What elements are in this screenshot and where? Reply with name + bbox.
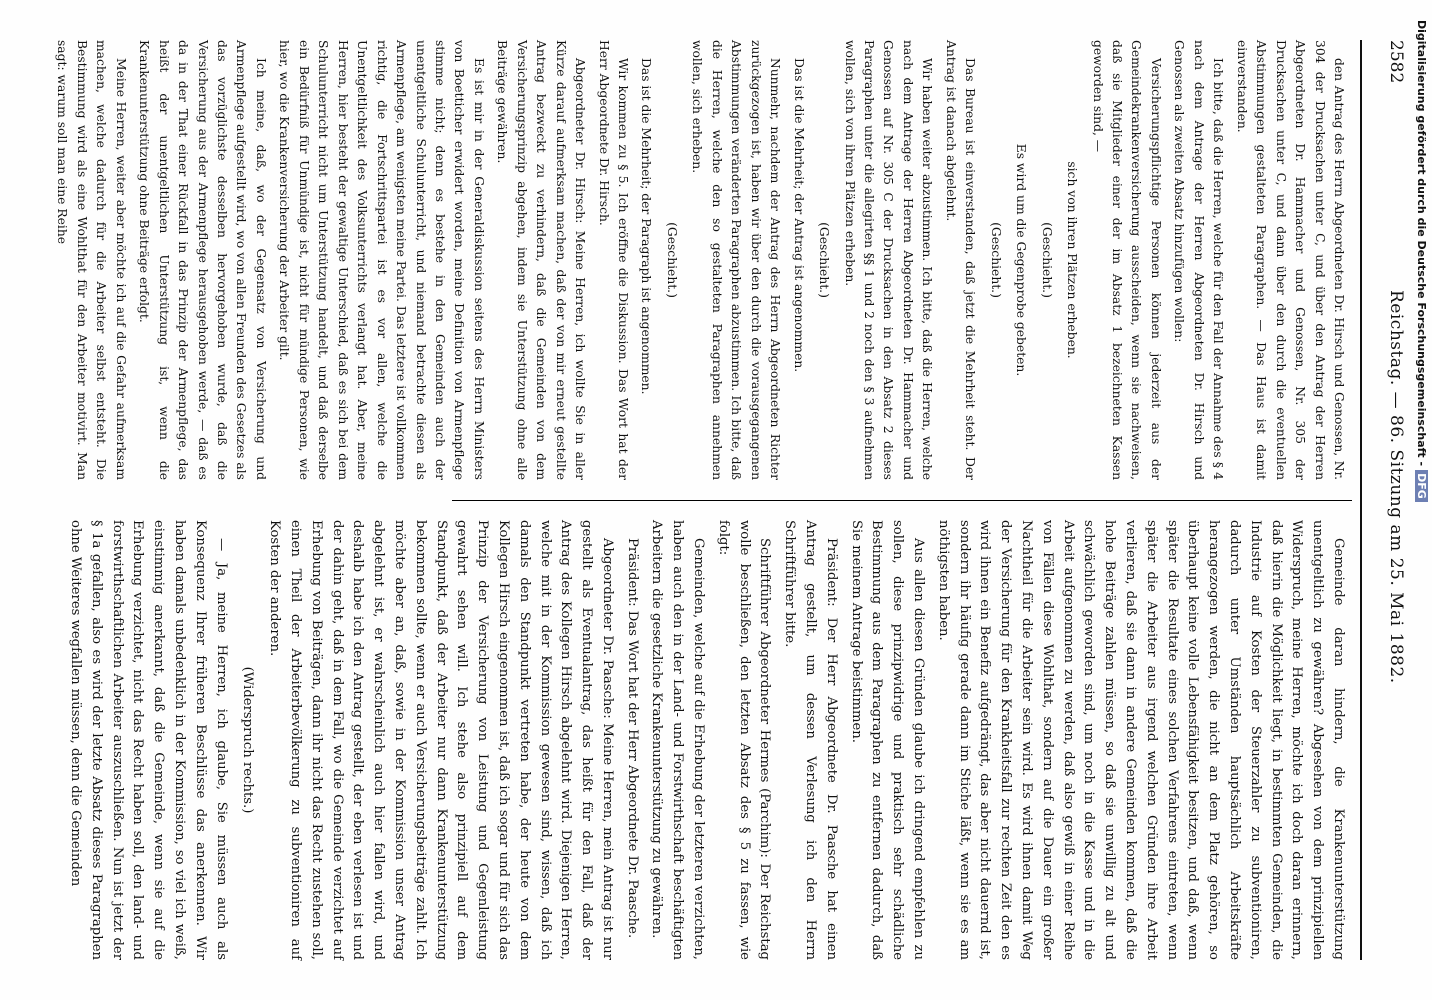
paragraph: Aus allen diesen Gründen glaube ich dringend empfehlen zu sollen, diese prinzipwidrige und praktisch sehr schädliche Bestimmung aus dem Paragraphen zu entfernen dadurch, daß Sie meinem Antrage beistimmen. xyxy=(848,520,927,960)
paragraph: Ich bitte, daß die Herren, welche für den Fall der Annahme des § 4 nach dem Antrage der Herren Abgeordneten Dr. Hirsch und Genossen als zweiten Absatz hinzufügen wollen: xyxy=(1172,40,1226,480)
paragraph: (Geschieht.) xyxy=(988,222,1003,298)
text-column-right xyxy=(60,520,1348,960)
paragraph: sich von ihren Plätzen erheben. xyxy=(1065,161,1080,359)
paragraph: Abgeordneter Dr. Paasche: Meine Herren, mein Antrag ist nur gestellt als Eventualantrag, das heißt für den Fall, daß der Antrag des Kollegen Hirsch abgelehnt wird. Diejenigen Herren, welche mit in der Kommission gewesen sind, wissen, daß ich damals den Standpunkt vertreten habe, der heute von dem Kollegen Hirsch eingenommen ist, daß ich sogar und für sich das Prinzip der Versicherung von Leistung und Gegenleistung gewahrt sehen will. Ich stehe also prinzipiell auf dem Standpunkt, daß der Arbeiter nur dann Krankenunterstützung bekommen sollte, wenn er auch Versicherungsbeiträge zahlt. Ich möchte aber an, daß, sowie in der Kommission unser Antrag abgelehnt ist, er wahrscheinlich auch hier fallen wird, und deshalb habe ich den Antrag gestellt, der eben verlesen ist und der dahin geht, daß in dem Fall, wo die Gemeinde verzichtet auf Erhebung von Beiträgen, dann ihr nicht das Recht zustehen soll, einen Theil der Arbeiterbevölkerung zu subventioniren auf Kosten der anderen. xyxy=(267,520,615,960)
paragraph: — Ja, meine Herren, ich glaube, Sie müssen auch als Konsequenz Ihrer früheren Beschlüsse das anerkennen. Wir haben damals unbedenklich in der Kommission, so viel ich weiß, einstimmig anerkannt, daß die Gemeinde, wenn sie auf die Erhebung verzichtet, nicht das Recht haben soll, den land- und forstwirthschaftlichen Arbeiter auszuschließen. Nun ist jetzt der § 1a gefallen, also es wird der letzte Absatz dieses Paragraphen ohne Weiteres wegfallen müssen, denn die Gemeinden xyxy=(67,520,229,960)
paragraph: Wir haben weiter abzustimmen. Ich bitte, daß die Herren, welche nach dem Antrage der Herren Abgeordneten Dr. Hammacher und Genossen auf Nr. 305 C der Drucksachen in den Absatz 2 dieses Paragraphen unter die allegirten §§ 1 und 2 noch den § 3 aufnehmen wollen, sich von ihren Plätzen erheben. xyxy=(842,40,935,480)
dfg-logo: DFG xyxy=(1415,470,1428,502)
page-number: 2582 xyxy=(1386,40,1406,84)
paragraph: Präsident: Das Wort hat der Herr Abgeordnete Dr. Paasche. xyxy=(624,538,640,939)
paragraph: Meine Herren, weiter aber möchte ich auf die Gefahr aufmerksam machen, welche dadurch für die Arbeiter selbst entsteht. Die Bestimmung wird als eine Wohlthat für den Arbeiter motivirt. Man sagt: warum soll man eine Reihe xyxy=(55,40,128,480)
paragraph: Wir kommen zu § 5. Ich eröffne die Diskussion. Das Wort hat der Herr Abgeordnete Dr. Hirsch. xyxy=(596,40,631,480)
paragraph: (Widerspruch rechts.) xyxy=(240,666,256,814)
paragraph: Versicherungspflichtige Personen können jederzeit aus der Gemeindekrankenversicherung ausscheiden, wenn sie nachweisen, daß sie Mitglieder einer der im Absatz 1 bezeichneten Kassen geworden sind, — xyxy=(1090,40,1163,480)
paragraph: Abgeordneter Dr. Hirsch: Meine Herren, ich wollte Sie in aller Kürze darauf aufmerksam machen, daß der von mir erneut gestellte Antrag bezweckt zu verhindern, daß die Gemeinden von dem Versicherungsprinzip abgehen, indem sie Unterstützung ohne alle Beiträge gewähren. xyxy=(495,40,588,480)
paragraph: (Geschieht.) xyxy=(664,222,679,298)
header-rule xyxy=(1360,40,1362,960)
paragraph: Schriftführer Abgeordneter Hermes (Parchim): Der Reichstag wolle beschließen, den letzten Absatz des § 5 zu fassen, wie folgt: xyxy=(715,520,773,960)
dfg-sidebar xyxy=(1406,20,1428,980)
text-column-left xyxy=(48,40,1348,480)
paragraph: Das ist die Mehrheit; der Paragraph ist angenommen. xyxy=(639,58,654,395)
paragraph: den Antrag des Herrn Abgeordneten Dr. Hirsch und Genossen, Nr. 304 der Drucksachen unter C, und über den Antrag der Herren Abgeordneten Dr. Hammacher und Genossen, Nr. 305 der Drucksachen unter C, und dann über den durch die eventuellen Abstimmungen gestalteten Paragraphen. — Das Haus ist damit einverstanden. xyxy=(1234,40,1346,480)
sidebar-credit-text: Digitalisierung gefördert durch die Deutsche Forschungsgemeinschaft - xyxy=(1415,20,1428,467)
session-title: Reichstag. — 86. Sitzung am 25. Mai 1882. xyxy=(1386,290,1406,684)
column-divider xyxy=(452,500,1352,501)
paragraph: Gemeinde daran hindern, die Krankenunterstützung unentgeltlich zu gewähren? Abgesehen von dem prinzipiellen Widerspruch, meine Herren, möchte ich doch daran erinnern, daß hierin die Möglichkeit liegt, in bestimmten Gemeinden, die Industrie auf Kosten der Steuerzahler zu subventioniren, dadurch unter Umständen hauptsächlich Arbeitskräfte herangezogen werden, die nicht an dem Platz gehören, so überhaupt keine volle Lebensfähigkeit besitzen, und daß, wenn später die Resultate eines solchen Verfahrens eintreten, wenn später die Arbeiter aus irgend welchen Gründen ihre Arbeit verlieren, daß sie dann in andere Gemeinden kommen, daß die hohe Beiträge zahlen müssen, so daß sie unwillig zu alt und schwächlich geworden sind, um noch in die Kasse und in die Arbeit aufgenommen zu werden, daß also gewiß in einer Reihe von Fällen diese Wohlthat, sondern auf die Dauer ein großer Nachtheil für die Arbeiter sein wird. Es wird ihnen damit Weg der Versicherung für den Krankheitsfall zur rechten Zeit den es wird ihnen ein Benefiz aufgedrängt, das aber nicht dauernd ist, sondern ihr häufig gerade dann im Stiche läßt, wenn sie es am nöthigsten haben. xyxy=(935,520,1346,960)
paragraph: Gemeinden, welche auf die Erhebung der letzteren verzichten, haben auch den in der Land- und Forstwirthschaft beschäftigten Arbeitern die gesetzliche Krankenunterstützung zu gewähren. xyxy=(649,520,707,960)
paragraph: Es ist mir in der Generaldiskussion seitens des Herrn Ministers von Boetticher erwidert worden, meine Definition von Armenpflege stimme nicht; denn es bestehe in den Gemeinden auch der unentgeltliche Schulunterricht, und niemand betrachte diesen als Armenpflege, am wenigsten meine Partei. Das letztere ist vollkommen richtig, die Fortschrittspartei ist es vor allen, welche die Unentgeltlichkeit des Volksunterrichts verlangt hat. Aber, meine Herren, hier besteht der gewaltige Unterschied, daß es sich bei dem Schulunterricht nicht um Unterstützung handelt, und daß derselbe ein Bedürfniß für Unmündige ist, nicht für mündige Personen, wie hier, wo die Krankenversicherung der Arbeiter gilt. xyxy=(277,40,486,480)
paragraph: Es wird um die Gegenprobe gebeten. xyxy=(1014,143,1029,377)
paragraph: Ich meine, daß, wo der Gegensatz von Versicherung und Armenpflege aufgestellt wird, wo von allen Freunden des Gesetzes als das vorzüglichste desselben hervorgehoben wurde, daß die Versicherung aus der Armenpflege herausgehoben werde, — daß es da in der That einer Rückfall in das Prinzip der Armenpflege, das heißt der unentgeltlichen Unterstützung ist, wenn die Krankenunterstützung ohne Beiträge erfolgt. xyxy=(137,40,268,480)
paragraph: Präsident: Der Herr Abgeordnete Dr. Paasche hat einen Antrag gestellt, um dessen Verlesung ich den Herrn Schriftführer bitte. xyxy=(782,520,839,960)
paragraph: (Geschieht.) xyxy=(817,222,832,298)
paragraph: Das Bureau ist einverstanden, daß jetzt die Mehrheit steht. Der Antrag ist danach abgelehnt. xyxy=(943,40,978,480)
paragraph: Das ist die Mehrheit; der Antrag ist angenommen. xyxy=(791,58,806,373)
paragraph: Nunmehr, nachdem der Antrag des Herrn Abgeordneten Richter zurückgezogen ist, haben wir über den durch die vorausgegangenen Abstimmungen veränderten Paragraphen abzustimmen. Ich bitte, daß die Herren, welche den so gestalteten Paragraphen annehmen wollen, sich erheben. xyxy=(690,40,783,480)
paragraph: (Geschieht.) xyxy=(1039,222,1054,298)
